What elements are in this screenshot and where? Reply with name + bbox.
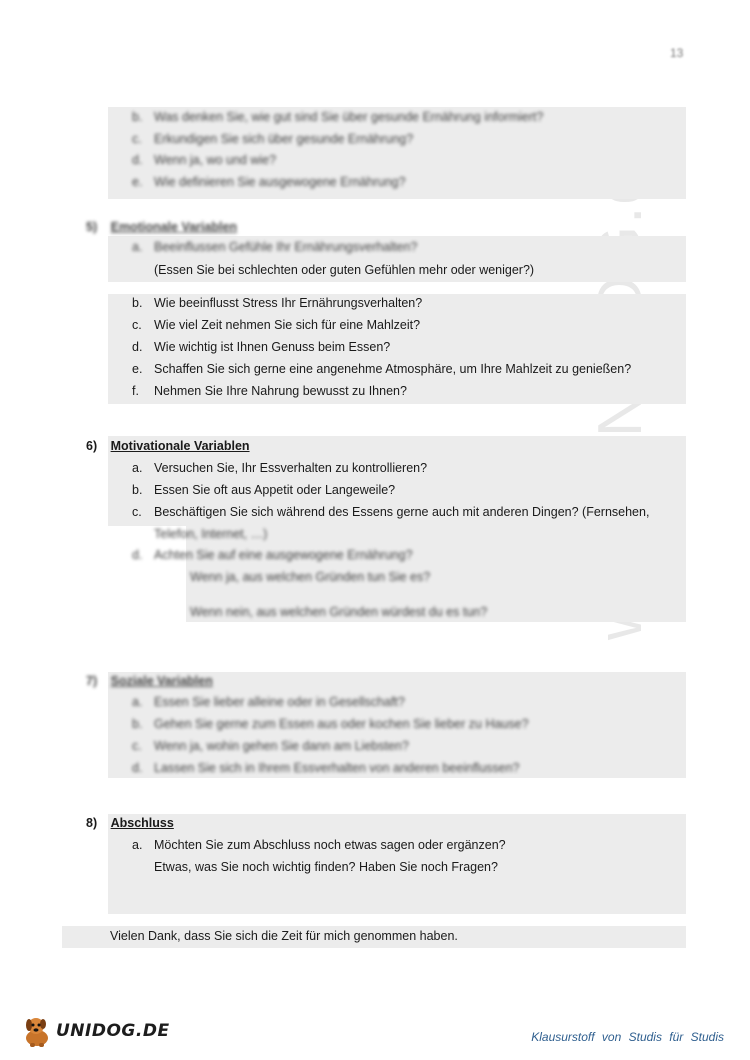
item-letter: c. bbox=[132, 132, 142, 146]
item-letter: c. bbox=[132, 505, 142, 519]
item-letter: b. bbox=[132, 483, 143, 497]
question-text: Möchten Sie zum Abschluss noch etwas sagen oder ergänzen? bbox=[154, 838, 506, 852]
footer-slogan: Klausurstoff von Studis für Studis bbox=[531, 1030, 724, 1044]
logo-text: UNIDOG.DE bbox=[56, 1021, 170, 1041]
question-text: Achten Sie auf eine ausgewogene Ernährung? bbox=[154, 548, 413, 562]
section-6-heading bbox=[86, 438, 250, 454]
sub-question-no: Wenn nein, aus welchen Gründen würdest du es tun? bbox=[190, 605, 488, 619]
question-text: Beschäftigen Sie sich während des Essens gerne auch mit anderen Dingen? (Fernsehen, bbox=[154, 505, 650, 519]
item-letter: a. bbox=[132, 838, 143, 852]
section-title: Emotionale Variablen bbox=[110, 220, 238, 234]
section-number: 8) bbox=[86, 816, 98, 830]
item-letter: d. bbox=[132, 761, 143, 775]
item-letter: b. bbox=[132, 296, 143, 310]
question-text-continued: Telefon, Internet, …) bbox=[154, 527, 268, 541]
question-text: Wie viel Zeit nehmen Sie sich für eine Mahlzeit? bbox=[154, 318, 421, 332]
page-number: 13 bbox=[670, 46, 684, 60]
item-letter: e. bbox=[132, 175, 143, 189]
item-letter: c. bbox=[132, 318, 142, 332]
item-letter: d. bbox=[132, 153, 143, 167]
item-letter: a. bbox=[132, 695, 143, 709]
section-5-heading bbox=[86, 219, 237, 235]
item-letter: b. bbox=[132, 717, 143, 731]
question-text: Wie definieren Sie ausgewogene Ernährung? bbox=[154, 175, 406, 189]
section-7-heading bbox=[86, 673, 213, 689]
question-text: Essen Sie oft aus Appetit oder Langeweile? bbox=[154, 483, 396, 497]
question-text: Essen Sie lieber alleine oder in Gesellschaft? bbox=[154, 695, 405, 709]
section-title: Motivationale Variablen bbox=[110, 439, 250, 453]
question-text: Lassen Sie sich in Ihrem Essverhalten von anderen beeinflussen? bbox=[154, 761, 520, 775]
item-letter: b. bbox=[132, 110, 143, 124]
section-8-heading bbox=[86, 815, 174, 831]
section-number: 7) bbox=[86, 674, 98, 688]
sub-question-yes: Wenn ja, aus welchen Gründen tun Sie es? bbox=[190, 570, 431, 584]
question-text: Versuchen Sie, Ihr Essverhalten zu kontrollieren? bbox=[154, 461, 428, 475]
item-letter: f. bbox=[132, 384, 139, 398]
question-text-continued: Etwas, was Sie noch wichtig finden? Haben Sie noch Fragen? bbox=[154, 860, 498, 874]
item-letter: d. bbox=[132, 548, 143, 562]
section-number: 5) bbox=[86, 220, 98, 234]
item-letter: d. bbox=[132, 340, 143, 354]
question-text: Gehen Sie gerne zum Essen aus oder kochen Sie lieber zu Hause? bbox=[154, 717, 529, 731]
unidog-logo bbox=[22, 1014, 170, 1048]
question-text: Wenn ja, wohin gehen Sie dann am Liebsten? bbox=[154, 739, 409, 753]
question-text: Wie wichtig ist Ihnen Genuss beim Essen? bbox=[154, 340, 391, 354]
question-text: Wenn ja, wo und wie? bbox=[154, 153, 277, 167]
dog-icon bbox=[22, 1014, 52, 1048]
item-letter: a. bbox=[132, 240, 143, 254]
question-text: Was denken Sie, wie gut sind Sie über gesunde Ernährung informiert? bbox=[154, 110, 544, 124]
question-text: Schaffen Sie sich gerne eine angenehme Atmosphäre, um Ihre Mahlzeit zu genießen? bbox=[154, 362, 632, 376]
item-letter: c. bbox=[132, 739, 142, 753]
section-title: Soziale Variablen bbox=[110, 674, 213, 688]
closing-text: Vielen Dank, dass Sie sich die Zeit für mich genommen haben. bbox=[110, 929, 458, 943]
question-note: (Essen Sie bei schlechten oder guten Gefühlen mehr oder weniger?) bbox=[154, 263, 535, 277]
section-number: 6) bbox=[86, 439, 98, 453]
question-text: Wie beeinflusst Stress Ihr Ernährungsverhalten? bbox=[154, 296, 423, 310]
question-text: Beeinflussen Gefühle Ihr Ernährungsverhalten? bbox=[154, 240, 418, 254]
section-title: Abschluss bbox=[110, 816, 174, 830]
item-letter: e. bbox=[132, 362, 143, 376]
question-text: Erkundigen Sie sich über gesunde Ernährung? bbox=[154, 132, 414, 146]
item-letter: a. bbox=[132, 461, 143, 475]
question-text: Nehmen Sie Ihre Nahrung bewusst zu Ihnen? bbox=[154, 384, 407, 398]
